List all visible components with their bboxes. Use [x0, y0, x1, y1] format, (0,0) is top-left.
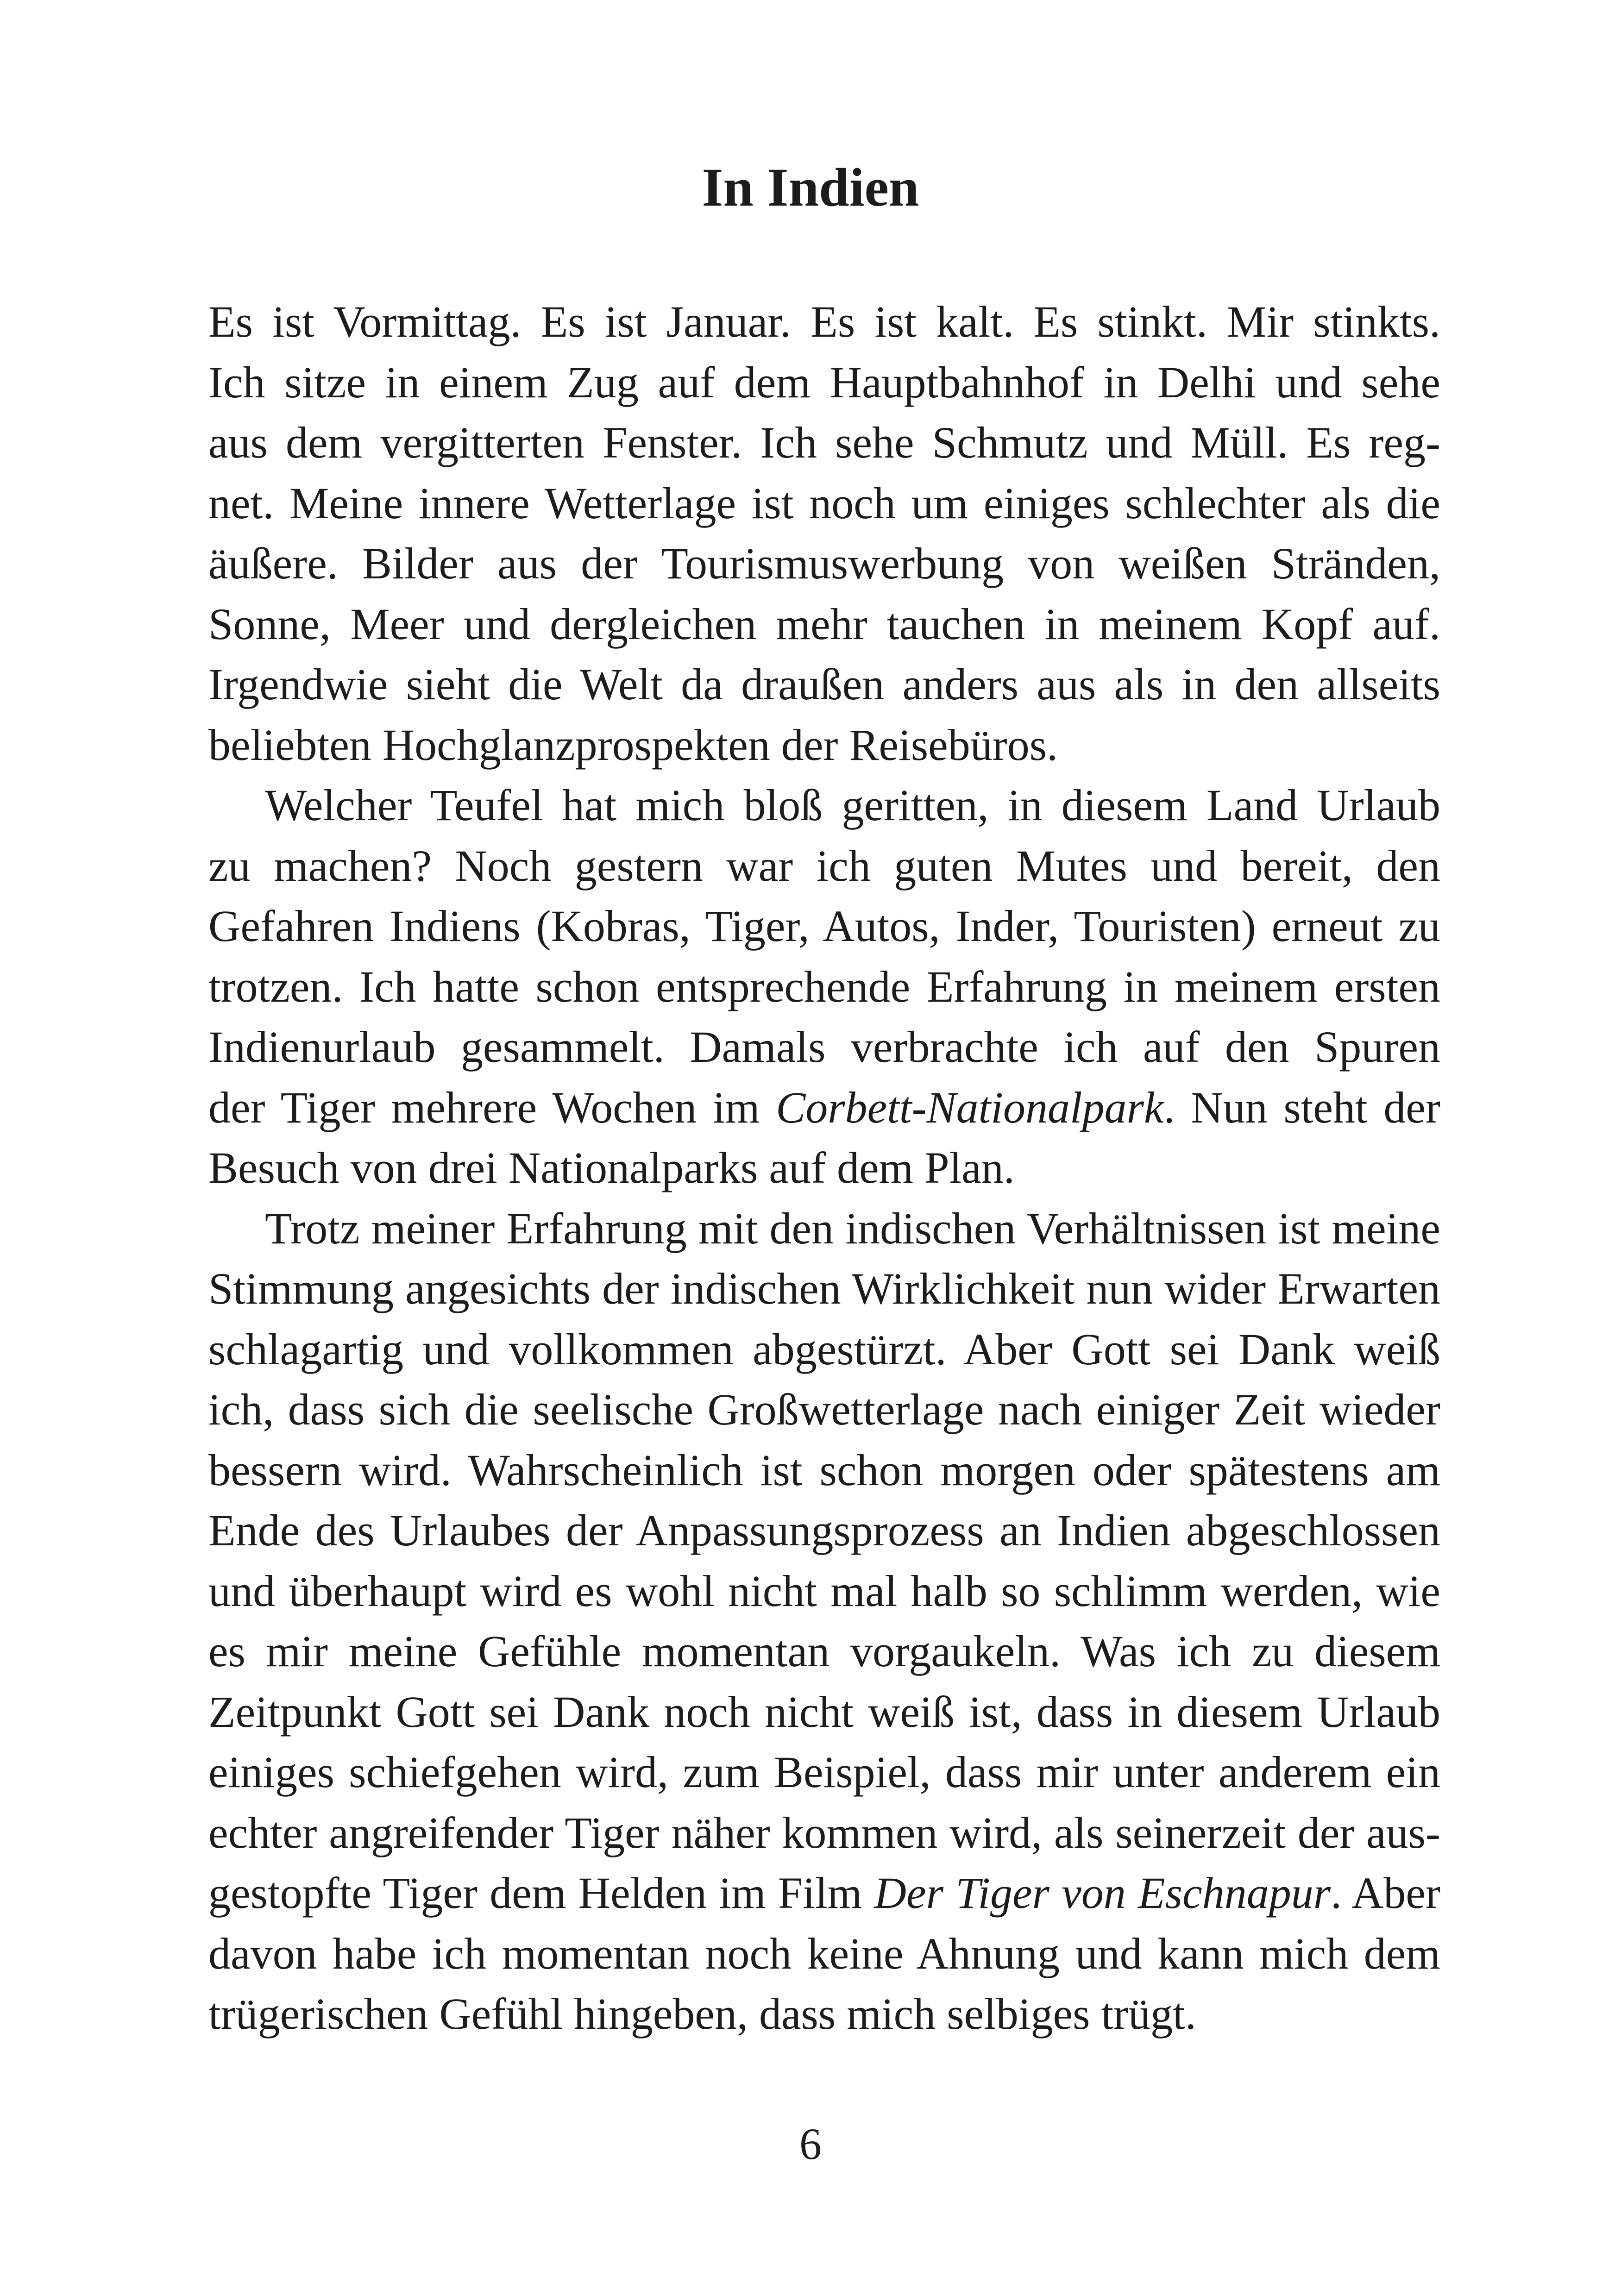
paragraph-3 [208, 1198, 1440, 2045]
text-line: Sonne, Meer und dergleichen mehr tauchen in meinem Kopf auf. [208, 599, 1440, 649]
text-line: Trotz meiner Erfahrung mit den indischen Verhältnissen ist meine [265, 1203, 1440, 1253]
page-number: 6 [799, 2119, 822, 2169]
text-line: Indienurlaub gesammelt. Damals verbrachte ich auf den Spuren [208, 1022, 1440, 1072]
text-line: echter angreifender Tiger näher kommen wird, als seinerzeit der aus- [208, 1807, 1440, 1857]
chapter-body [208, 292, 1440, 2045]
text-line: net. Meine innere Wetterlage ist noch um einiges schlechter als die [208, 478, 1440, 528]
text-line: zu machen? Noch gestern war ich guten Mutes und bereit, den [208, 841, 1440, 891]
text-segment: . Nun steht der [1163, 1082, 1441, 1132]
paragraph-1 [208, 292, 1440, 775]
text-line: beliebten Hochglanzprospekten der Reisebüros. [208, 720, 1058, 770]
paragraph-2 [208, 775, 1440, 1198]
text-line: äußere. Bilder aus der Tourismuswerbung von weißen Stränden, [208, 539, 1440, 588]
text-line-with-italic [208, 1078, 1440, 1138]
text-line: schlagartig und vollkommen abgestürzt. Aber Gott sei Dank weiß [208, 1324, 1440, 1374]
text-segment: der Tiger mehrere Wochen im [208, 1082, 776, 1132]
text-line: davon habe ich momentan noch keine Ahnung und kann mich dem [208, 1928, 1440, 1978]
text-line: Irgendwie sieht die Welt da draußen anders aus als in den allseits [208, 659, 1440, 709]
text-line-with-italic [208, 1863, 1440, 1924]
text-line: ich, dass sich die seelische Großwetterlage nach einiger Zeit wieder [208, 1385, 1440, 1434]
text-line: Welcher Teufel hat mich bloß geritten, in diesem Land Urlaub [265, 780, 1440, 830]
text-line: es mir meine Gefühle momentan vorgaukeln. Was ich zu diesem [208, 1626, 1440, 1676]
text-line: trügerischen Gefühl hingeben, dass mich selbiges trügt. [208, 1989, 1196, 2039]
text-line: aus dem vergitterten Fenster. Ich sehe Schmutz und Müll. Es reg- [208, 418, 1440, 467]
text-line: Stimmung angesichts der indischen Wirklichkeit nun wider Erwarten [208, 1264, 1440, 1313]
chapter-title: In Indien [702, 157, 919, 218]
text-line: Zeitpunkt Gott sei Dank noch nicht weiß ist, dass in diesem Urlaub [208, 1687, 1440, 1737]
text-line: und überhaupt wird es wohl nicht mal halb so schlimm werden, wie [208, 1566, 1440, 1616]
text-line: einiges schiefgehen wird, zum Beispiel, dass mir unter anderem ein [208, 1747, 1440, 1797]
italic-film-title: Der Tiger von Eschnapur [874, 1868, 1331, 1918]
text-line: Ende des Urlaubes der Anpassungsprozess an Indien abgeschlossen [208, 1506, 1440, 1555]
text-segment: . Aber [1331, 1868, 1441, 1918]
text-line: trotzen. Ich hatte schon entsprechende Erfahrung in meinem ersten [208, 961, 1440, 1011]
text-segment: gestopfte Tiger dem Helden im Film [208, 1868, 874, 1918]
text-line: Besuch von drei Nationalparks auf dem Plan. [208, 1143, 1015, 1192]
text-line: bessern wird. Wahrscheinlich ist schon morgen oder spätestens am [208, 1445, 1440, 1495]
text-line: Ich sitze in einem Zug auf dem Hauptbahnhof in Delhi und sehe [208, 357, 1440, 407]
text-line: Es ist Vormittag. Es ist Januar. Es ist kalt. Es stinkt. Mir stinkts. [208, 297, 1440, 346]
italic-park-name: Corbett-Nationalpark [776, 1082, 1164, 1132]
text-line: Gefahren Indiens (Kobras, Tiger, Autos, Inder, Touristen) erneut zu [208, 901, 1440, 951]
